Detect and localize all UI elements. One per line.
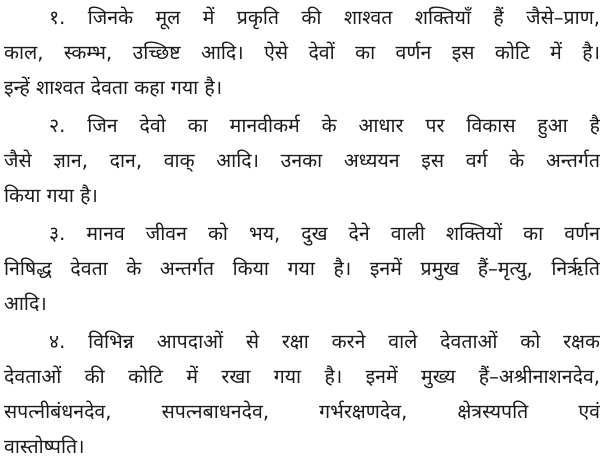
paragraph-line: वास्तोष्पति। [4, 435, 85, 458]
paragraph-line: किया गया है। [4, 184, 98, 207]
paragraph-line: २. जिन देवो का मानवीकर्म के आधार पर विकास हुआ है [49, 114, 600, 137]
paragraph-line: काल, स्कम्भ, उच्छिष्ट आदि। ऐसे देवों का वर्णन इस कोटि में है। [4, 41, 600, 64]
paragraph-line: इन्हें शाश्वत देवता कहा गया है। [4, 76, 223, 99]
paragraph-line: सपत्नीबंधनदेव, सपत्नबाधनदेव, गर्भरक्षणदेव, क्षेत्रस्यपति एवं [4, 400, 600, 423]
paragraph-line: देवताओं की कोटि में रखा गया है। इनमें मुख्य हैं–अश्रीनाशनदेव, [4, 365, 600, 388]
paragraph-line: जैसे ज्ञान, दान, वाक् आदि। उनका अध्ययन इस वर्ग के अन्तर्गत [4, 149, 600, 172]
paragraph-line: ४. विभिन्न आपदाओं से रक्षा करने वाले देवताओं को रक्षक [49, 330, 600, 353]
paragraph-4 [4, 324, 600, 464]
paragraph-line: ३. मानव जीवन को भय, दुख देने वाली शक्तियों का वर्णन [49, 222, 600, 245]
paragraph-3 [4, 216, 600, 321]
paragraph-line: आदि। [4, 292, 47, 315]
paragraph-1 [4, 0, 600, 105]
paragraph-line: निषिद्ध देवता के अन्तर्गत किया गया है। इनमें प्रमुख हैं–मृत्यु, निर्ऋति [4, 257, 600, 280]
paragraph-2 [4, 108, 600, 213]
paragraph-line: १. जिनके मूल में प्रकृति की शाश्वत शक्तियाँ हैं जैसे–प्राण, [49, 6, 600, 29]
